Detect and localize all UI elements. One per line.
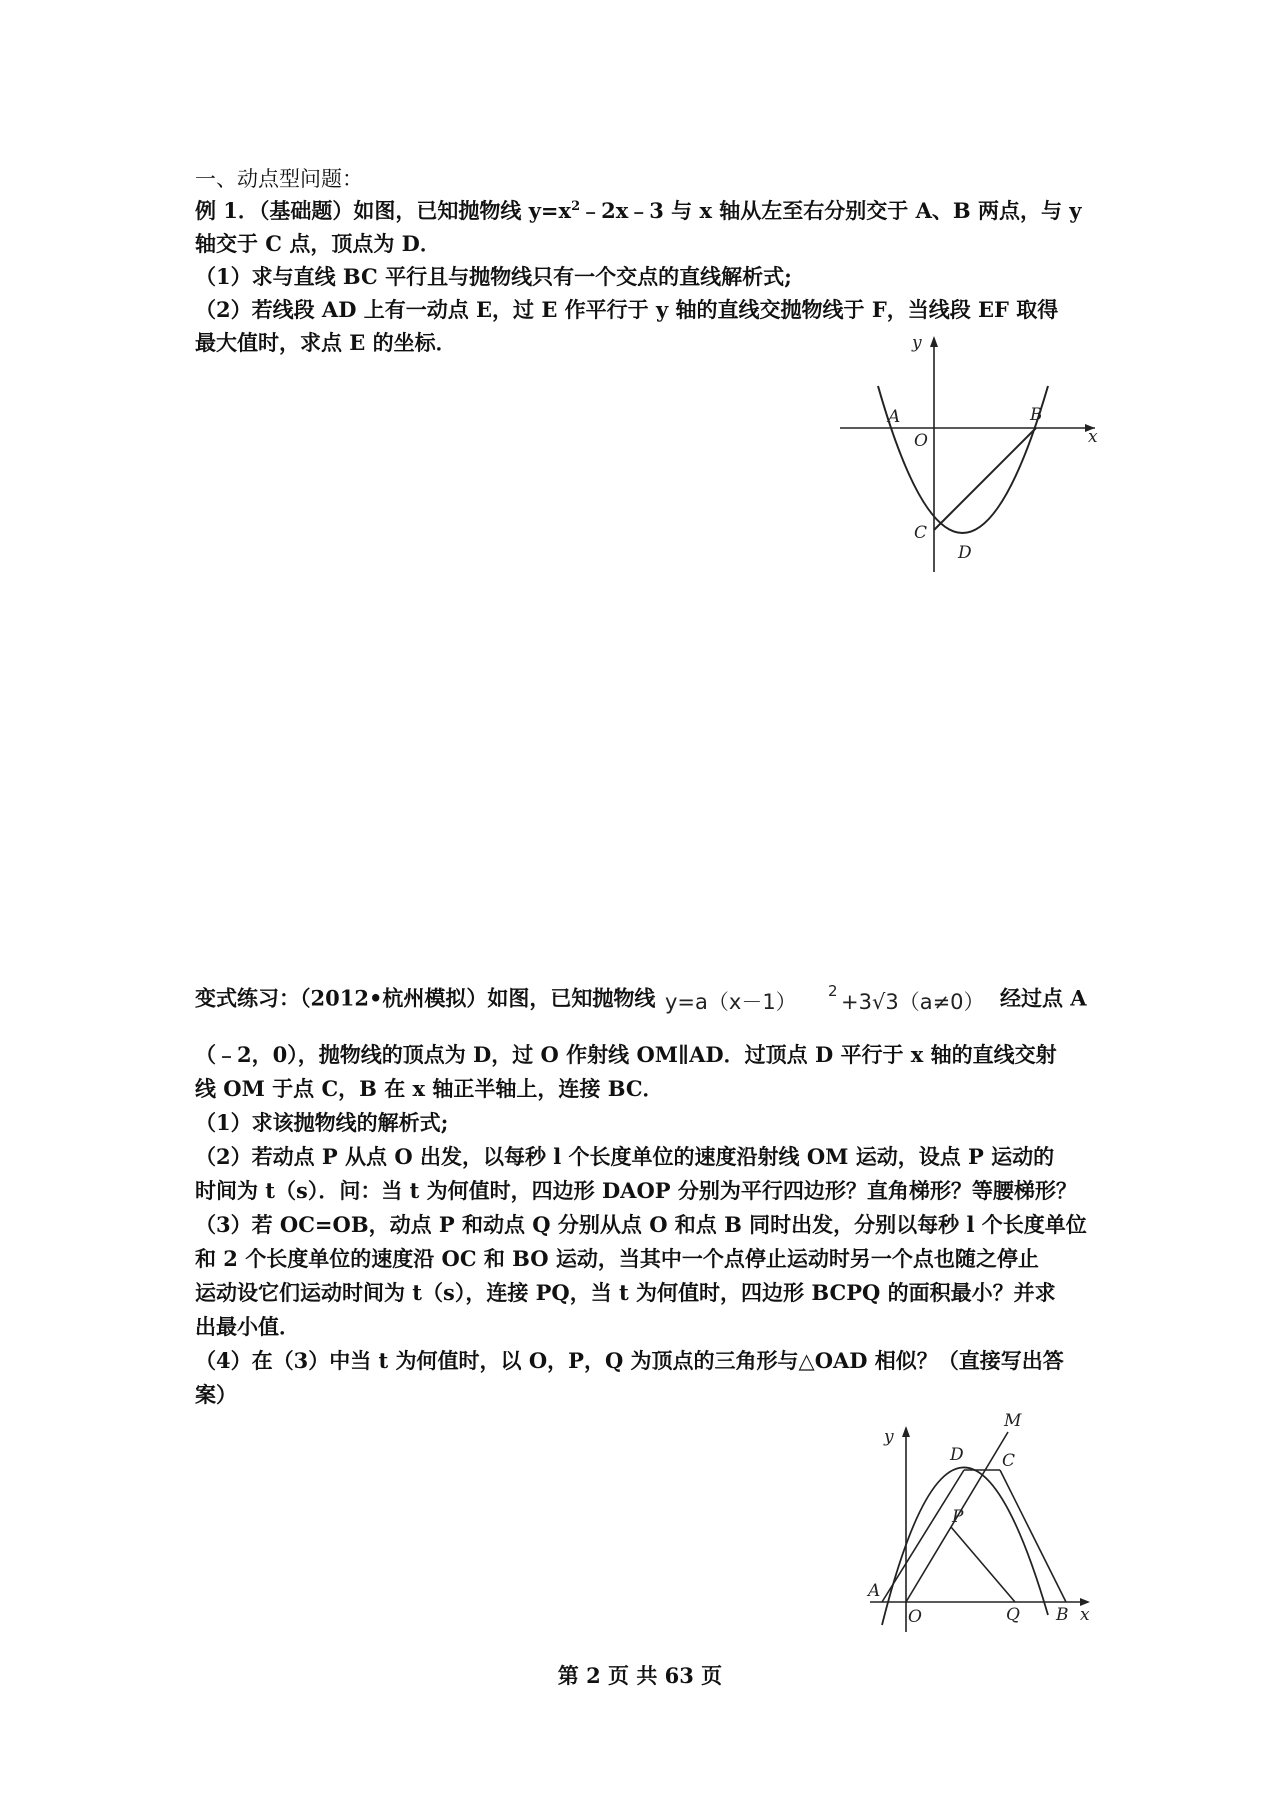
variant-question3-line2: 和 2 个长度单位的速度沿 OC 和 BO 运动，当其中一个点停止运动时另一个点也随之停止 — [195, 1246, 1039, 1271]
label-x: x — [1088, 427, 1098, 447]
variant-question2-line2: 时间为 t（s）．问：当 t 为何值时，四边形 DAOP 分别为平行四边形？直角梯形？等腰梯形？ — [195, 1178, 1077, 1203]
label-p: P — [952, 1507, 964, 1527]
variant-line1-pre: 变式练习：（2012•杭州模拟）如图，已知抛物线 — [195, 985, 656, 1011]
example1-line1-pre: 例 1．（基础题）如图，已知抛物线 y=x — [195, 198, 572, 223]
page-footer: 第 2 页 共 63 页 — [557, 1663, 723, 1688]
y-axis-arrow-icon — [930, 336, 938, 347]
label-y: y — [884, 1427, 894, 1447]
label-y: y — [912, 333, 922, 353]
segment-pq — [951, 1527, 1015, 1602]
variant-question1: （1）求该抛物线的解析式; — [195, 1110, 449, 1135]
example1-question2-line2: 最大值时，求点 E 的坐标． — [195, 330, 457, 355]
variant-question4-line1: （4）在（3）中当 t 为何值时，以 O，P，Q 为顶点的三角形与△OAD 相似？（直接写出答 — [195, 1348, 1064, 1373]
formula-main: y=a（x－1） — [664, 990, 797, 1014]
label-d: D — [950, 1445, 964, 1465]
variant-question3-line3: 运动设它们运动时间为 t（s），连接 PQ，当 t 为何值时，四边形 BCPQ 的面积最小？并求 — [195, 1280, 1056, 1305]
label-d: D — [958, 543, 972, 563]
example1-question1: （1）求与直线 BC 平行且与抛物线只有一个交点的直线解析式; — [195, 264, 792, 289]
variant-line2: （﹣2，0），抛物线的顶点为 D，过 O 作射线 OM∥AD．过顶点 D 平行于 x 轴的直线交射 — [195, 1042, 1057, 1067]
formula-exponent: 2 — [827, 982, 838, 1000]
label-o: O — [914, 431, 928, 451]
variant-figure — [860, 1410, 1110, 1640]
variant-question3-line4: 出最小值． — [195, 1314, 300, 1339]
variant-line3: 线 OM 于点 C，B 在 x 轴正半轴上，连接 BC． — [195, 1076, 664, 1101]
label-o: O — [908, 1607, 922, 1627]
label-a: A — [888, 407, 901, 427]
label-c: C — [914, 523, 928, 543]
example1-line1-post: ﹣2x﹣3 与 x 轴从左至右分别交于 A、B 两点，与 y — [580, 198, 1082, 223]
label-b: B — [1030, 405, 1043, 425]
label-b: B — [1056, 1605, 1069, 1625]
label-a: A — [868, 1581, 881, 1601]
formula-rest: +3√3（a≠0） — [840, 990, 985, 1014]
example1-question2-line1: （2）若线段 AD 上有一动点 E，过 E 作平行于 y 轴的直线交抛物线于 F，当线段 EF 取得 — [195, 297, 1059, 322]
example1-line2: 轴交于 C 点，顶点为 D． — [195, 231, 441, 256]
variant-line1-post: 经过点 A — [1000, 985, 1087, 1011]
example1-exponent: 2 — [571, 199, 581, 214]
label-m: M — [1004, 1411, 1022, 1431]
segment-bc — [1000, 1470, 1066, 1602]
label-q: Q — [1006, 1605, 1020, 1625]
label-x: x — [1080, 1605, 1090, 1625]
example1-figure — [830, 330, 1110, 580]
y-axis-arrow-icon — [902, 1426, 910, 1437]
label-c: C — [1002, 1451, 1016, 1471]
variant-line1 — [195, 982, 1087, 1018]
variant-question2-line1: （2）若动点 P 从点 O 出发，以每秒 l 个长度单位的速度沿射线 OM 运动，设点 P 运动的 — [195, 1144, 1055, 1169]
variant-question4-line2: 案） — [195, 1382, 237, 1407]
variant-formula — [663, 982, 993, 1018]
segment-bc — [934, 428, 1036, 530]
section-heading: 一、动点型问题： — [195, 167, 363, 191]
example1-line1 — [195, 196, 1081, 226]
variant-question3-line1: （3）若 OC=OB，动点 P 和动点 Q 分别从点 O 和点 B 同时出发，分别以每秒 l 个长度单位 — [195, 1212, 1087, 1237]
parabola-curve — [878, 386, 1048, 533]
line-ad — [882, 1470, 964, 1602]
